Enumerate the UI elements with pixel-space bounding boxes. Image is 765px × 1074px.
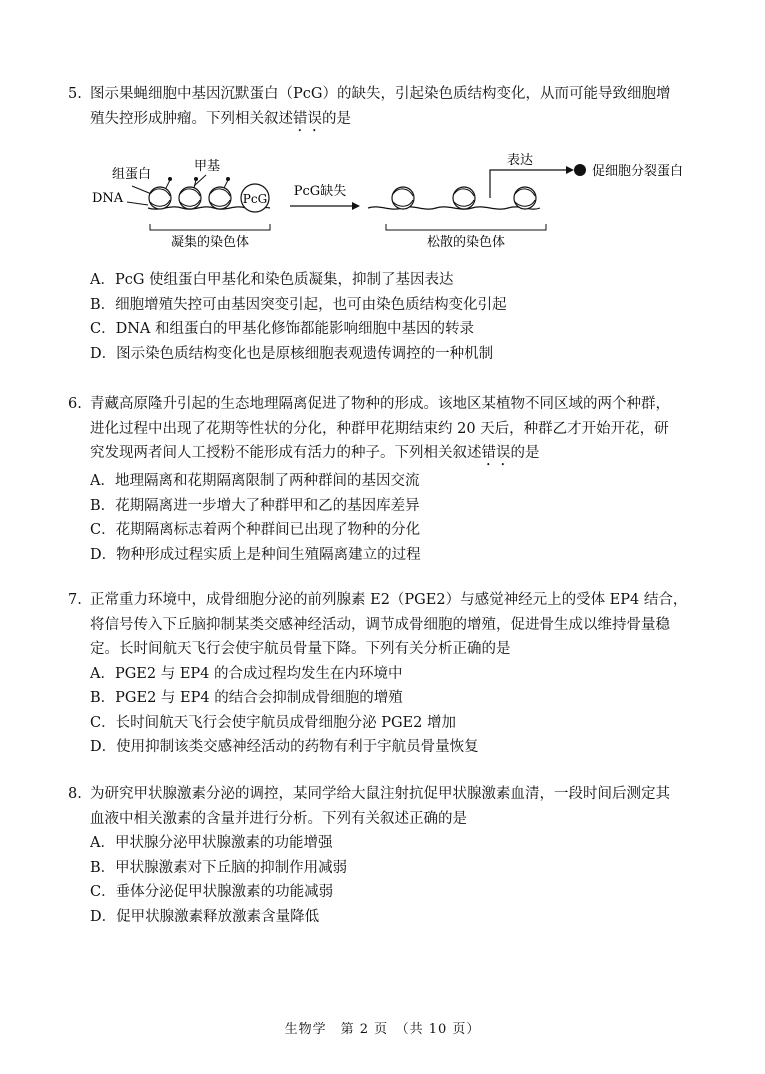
- nucleosome-2: [179, 177, 201, 209]
- protein-dot: [574, 164, 586, 176]
- stem-line: 将信号传入下丘脑抑制某类交感神经活动，调节成骨细胞的增殖，促进骨生成以维持骨量稳: [90, 616, 670, 633]
- arrow-head: [352, 202, 360, 210]
- option-a: A．甲状腺分泌甲状腺激素的功能增强: [90, 835, 333, 851]
- emphasis-text: 错误: [293, 110, 322, 127]
- dna-strand-right: [368, 207, 540, 209]
- stem-line: 图示果蝇细胞中基因沉默蛋白（PcG）的缺失，引起染色质结构变化，从而可能导致细胞增: [90, 86, 671, 102]
- arrow-label: PcG缺失: [293, 184, 347, 199]
- option-d: D．物种形成过程实质上是种间生殖隔离建立的过程: [90, 546, 421, 563]
- nucleosome-5: [453, 187, 475, 209]
- nucleosome-4: [392, 187, 414, 209]
- express-label: 表达: [506, 153, 534, 168]
- condensed-bracket: [150, 224, 270, 230]
- question-6: [68, 392, 708, 567]
- option-d: D．使用抑制该类交感神经活动的药物有利于宇航员骨量恢复: [90, 739, 479, 755]
- stem-line: 定。长时间航天飞行会使宇航员骨量下降。下列有关分析正确的是: [90, 641, 511, 657]
- pcg-protein: [241, 184, 269, 212]
- option-a: A．地理隔离和花期隔离限制了两种群间的基因交流: [90, 473, 420, 489]
- question-stem: [68, 782, 708, 831]
- option-c: C．DNA 和组蛋白的甲基化修饰都能影响细胞中基因的转录: [90, 321, 474, 337]
- option-list: [90, 662, 708, 760]
- dna-pointer: [127, 202, 148, 205]
- option-b: B．甲状腺激素对下丘脑的抑制作用减弱: [90, 859, 348, 876]
- loose-bracket: [386, 224, 546, 230]
- question-stem: [68, 82, 708, 135]
- stem-line: 究发现两者间人工授粉不能形成有活力的种子。下列相关叙述: [90, 445, 482, 461]
- dna-label: DNA: [92, 191, 124, 206]
- question-number: 5.: [68, 86, 82, 102]
- option-c: C．长时间航天飞行会使宇航员成骨细胞分泌 PGE2 增加: [90, 714, 456, 731]
- option-b: B．花期隔离进一步增大了种群甲和乙的基因库差异: [90, 497, 420, 514]
- emphasis-text: 错误: [481, 445, 511, 461]
- option-list: [90, 268, 708, 366]
- stem-line: 为研究甲状腺激素分泌的调控，某同学给大鼠注射抗促甲状腺激素血清，一段时间后测定其: [90, 786, 670, 802]
- option-d: D．图示染色质结构变化也是原核细胞表观遗传调控的一种机制: [90, 345, 494, 362]
- question-7: [68, 588, 708, 760]
- condensed-label: 凝集的染色体: [170, 235, 250, 250]
- stem-line: 正常重力环境中，成骨细胞分泌的前列腺素 E2（PGE2）与感觉神经元上的受体 EP4 结合，: [90, 592, 688, 608]
- methyl-label: 甲基: [194, 159, 221, 174]
- pcg-label: PcG: [242, 192, 268, 206]
- question-5: [68, 82, 708, 135]
- stem-line: 血液中相关激素的含量并进行分析。下列有关叙述正确的是: [90, 810, 467, 827]
- stem-line: 青藏高原隆升引起的生态地理隔离促进了物种的形成。该地区某植物不同区域的两个种群，: [90, 396, 670, 412]
- question-number: 7.: [68, 592, 82, 608]
- option-b: B．PGE2 与 EP4 的结合会抑制成骨细胞的增殖: [90, 690, 403, 706]
- page-footer: 生物学 第 2 页 （共 10 页）: [284, 1022, 481, 1037]
- option-c: C．垂体分泌促甲状腺激素的功能减弱: [90, 884, 334, 900]
- stem-line: 进化过程中出现了花期等性状的分化，种群甲花期结束约 20 天后，种群乙才开始开花，研: [90, 420, 669, 437]
- question-number: 8.: [68, 786, 82, 802]
- question-number: 6.: [68, 396, 82, 412]
- loose-label: 松散的染色体: [426, 235, 506, 250]
- expression-arrow-head: [566, 166, 574, 174]
- option-list: [90, 469, 708, 567]
- nucleosome-6: [514, 187, 536, 209]
- option-b: B．细胞增殖失控可由基因突变引起，也可由染色质结构变化引起: [90, 296, 507, 313]
- product-label: 促细胞分裂蛋白: [592, 164, 684, 179]
- stem-tail: 的是: [510, 445, 540, 461]
- chromatin-diagram: [90, 150, 710, 260]
- nucleosome-1: [149, 177, 172, 209]
- option-a: A．PGE2 与 EP4 的合成过程均发生在内环境中: [90, 665, 403, 682]
- stem-tail: 的是: [322, 110, 351, 127]
- option-list: [90, 831, 708, 929]
- option-d: D．促甲状腺激素释放激素含量降低: [90, 908, 320, 925]
- question-stem: [68, 392, 708, 469]
- histone-label: 组蛋白: [112, 167, 152, 182]
- question-stem: [68, 588, 708, 662]
- option-a: A．PcG 使组蛋白甲基化和染色质凝集，抑制了基因表达: [90, 272, 454, 288]
- option-c: C．花期隔离标志着两个种群间已出现了物种的分化: [90, 522, 421, 538]
- nucleosome-3: [209, 177, 231, 209]
- stem-line: 殖失控形成肿瘤。下列相关叙述: [90, 110, 293, 127]
- question-8: [68, 782, 708, 929]
- question-5-options: [68, 268, 708, 366]
